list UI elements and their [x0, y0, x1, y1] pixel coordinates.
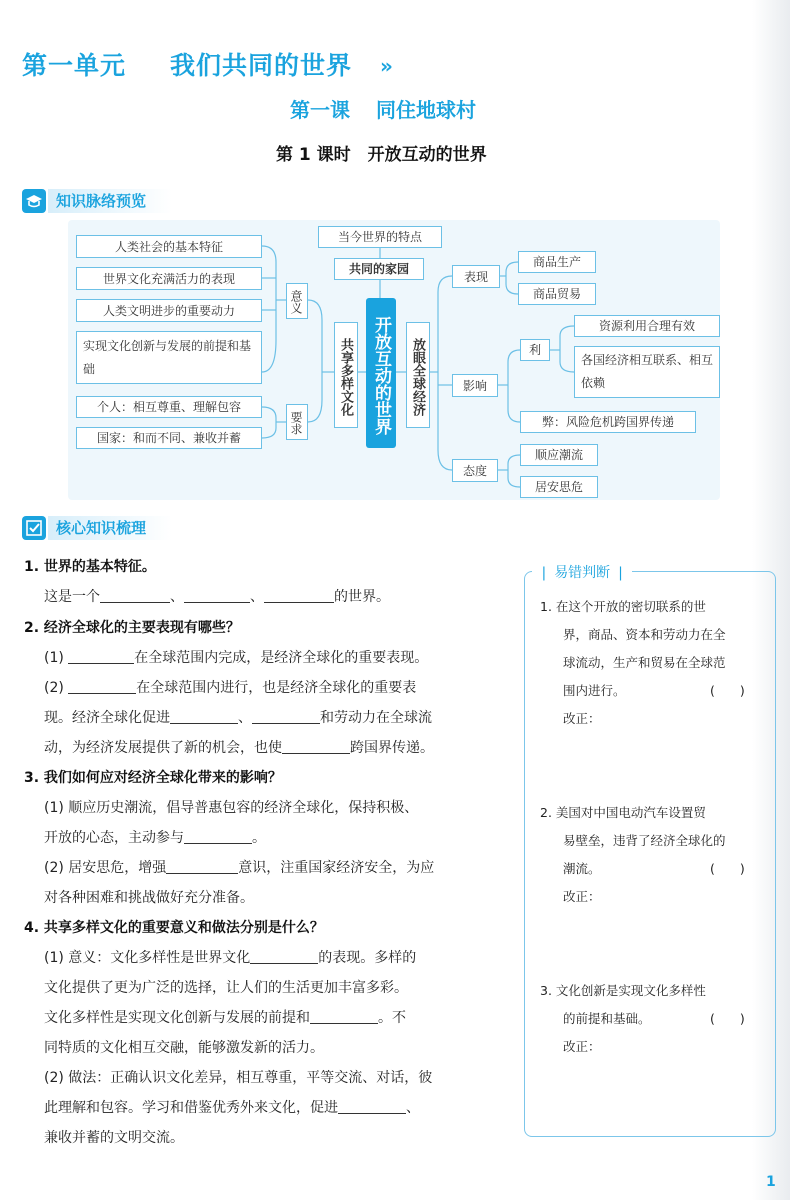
page-number: 1: [766, 1174, 776, 1190]
manifest-item-1: 商品生产: [518, 251, 596, 273]
q4-text-3b: 。不: [378, 1010, 406, 1026]
side-item-2-line-2: 易壁垒，违背了经济全球化的: [563, 833, 726, 848]
left-branch-culture: 共享多样文化: [334, 322, 358, 428]
answer-blank[interactable]: [68, 680, 136, 694]
question-3-line-3: [44, 857, 434, 877]
side-item-3-line-1: 3. 文化创新是实现文化多样性: [540, 983, 706, 998]
question-4-line-4: 同特质的文化相互交融，能够激发新的活力。: [44, 1040, 324, 1056]
answer-blank[interactable]: [184, 589, 250, 603]
question-2-line-2: [44, 677, 416, 697]
side-item-1-line-1: 1. 在这个开放的密切联系的世: [540, 599, 706, 614]
q2-text-2a: (2): [44, 680, 64, 696]
answer-blank[interactable]: [100, 589, 170, 603]
right-branch-economy: 放眼全球经济: [406, 322, 430, 428]
q2-text-3a: 现。经济全球化促进: [44, 710, 170, 726]
question-1-title: 1. 世界的基本特征。: [24, 559, 156, 575]
benefit-item-2: 各国经济相互联系、相互依赖: [574, 346, 720, 398]
require-item-1: 个人：相互尊重、理解包容: [76, 396, 262, 418]
benefit-item-1: 资源利用合理有效: [574, 315, 720, 337]
impact-label: 影响: [452, 374, 498, 397]
question-4-line-2: 文化提供了更为广泛的选择，让人们的生活更加丰富多彩。: [44, 980, 408, 996]
question-2-title: 2. 经济全球化的主要表现有哪些？: [24, 620, 240, 636]
manifest-label: 表现: [452, 265, 500, 288]
q3-text-3b: 意识，注重国家经济安全，为应: [238, 860, 435, 876]
question-3-line-4: 对各种困难和挑战做好充分准备。: [44, 890, 254, 906]
meaning-item-1: 人类社会的基本特征: [76, 235, 262, 258]
question-4-title: 4. 共享多样文化的重要意义和做法分别是什么？: [24, 920, 324, 936]
answer-blank[interactable]: [282, 740, 350, 754]
answer-blank[interactable]: [250, 950, 318, 964]
mindmap-center: 开放互动的世界: [366, 298, 396, 448]
q4-text-1b: 的表现。多样的: [318, 950, 417, 966]
answer-blank[interactable]: [310, 1010, 378, 1024]
attitude-label: 态度: [452, 459, 498, 482]
side-item-1-line-4: 围内进行。: [563, 683, 626, 698]
side-item-3-line-2: 的前提和基础。: [563, 1011, 651, 1026]
meaning-label: 意义: [286, 283, 308, 319]
section-title-preview: 知识脉络预览: [48, 189, 172, 213]
lesson-number: 第一课: [290, 98, 350, 122]
meaning-item-2: 世界文化充满活力的表现: [76, 267, 262, 290]
mindmap-shared-home: 共同的家园: [334, 258, 424, 280]
q4-text-1a: (1) 意义：文化多样性是世界文化: [44, 950, 251, 966]
require-item-2: 国家：和而不同、兼收并蓄: [76, 427, 262, 449]
question-4-line-7: 兼收并蓄的文明交流。: [44, 1130, 184, 1146]
question-2-line-4: [44, 737, 434, 757]
section-header-core: [22, 515, 172, 541]
unit-name: 我们共同的世界: [170, 51, 353, 80]
q1-text-c: 、: [250, 589, 264, 605]
attitude-item-1: 顺应潮流: [520, 444, 598, 466]
question-2-line-1: [44, 647, 428, 667]
side-item-3-fix: 改正：: [563, 1039, 601, 1054]
manifest-item-2: 商品贸易: [518, 283, 596, 305]
q1-text-a: 这是一个: [44, 589, 100, 605]
harm-item: 弊：风险危机跨国界传递: [520, 411, 696, 433]
q3-text-2a: 开放的心态，主动参与: [44, 830, 184, 846]
question-3-line-1: (1) 顺应历史潮流，倡导普惠包容的经济全球化，保持积极、: [44, 800, 419, 816]
side-item-2-answer-paren[interactable]: ( ): [710, 861, 745, 876]
q2-text-3c: 和劳动力在全球流: [320, 710, 432, 726]
q2-text-2b: 在全球范围内进行，也是经济全球化的重要表: [136, 680, 417, 696]
q2-text-1b: 在全球范围内完成，是经济全球化的重要表现。: [134, 650, 429, 666]
require-label: 要求: [286, 404, 308, 440]
q4-text-6b: 、: [406, 1100, 420, 1116]
meaning-item-4: 实现文化创新与发展的前提和基础: [76, 331, 262, 384]
q2-text-4a: 动，为经济发展提供了新的机会，也使: [44, 740, 282, 756]
question-4-line-5: (2) 做法：正确认识文化差异，相互尊重，平等交流、对话，彼: [44, 1070, 433, 1086]
answer-blank[interactable]: [68, 650, 134, 664]
q2-text-4b: 跨国界传递。: [350, 740, 434, 756]
q2-text-1a: (1): [44, 650, 64, 666]
question-3-line-2: [44, 827, 266, 847]
answer-blank[interactable]: [264, 589, 334, 603]
double-chevron-icon: »: [380, 54, 393, 78]
side-item-2-line-3: 潮流。: [563, 861, 601, 876]
answer-blank[interactable]: [170, 710, 238, 724]
side-item-3-answer-paren[interactable]: ( ): [710, 1011, 745, 1026]
section-title-core: 核心知识梳理: [48, 516, 172, 540]
answer-blank[interactable]: [252, 710, 320, 724]
side-item-1-fix: 改正：: [563, 711, 601, 726]
q2-text-3b: 、: [238, 710, 252, 726]
q1-text-b: 、: [170, 589, 184, 605]
question-1-line-1: [44, 586, 390, 606]
side-item-1-line-2: 界，商品、资本和劳动力在全: [563, 627, 726, 642]
side-item-1-line-3: 球流动，生产和贸易在全球范: [563, 655, 726, 670]
answer-blank[interactable]: [338, 1100, 406, 1114]
q4-text-3a: 文化多样性是实现文化创新与发展的前提和: [44, 1010, 310, 1026]
lesson-name: 同住地球村: [376, 98, 476, 122]
q3-text-3a: (2) 居安思危，增强: [44, 860, 167, 876]
checkbox-icon: [22, 516, 46, 540]
meaning-item-3: 人类文明进步的重要动力: [76, 299, 262, 322]
q3-text-2b: 。: [252, 830, 266, 846]
answer-blank[interactable]: [184, 830, 252, 844]
question-2-line-3: [44, 707, 432, 727]
q4-text-6a: 此理解和包容。学习和借鉴优秀外来文化，促进: [44, 1100, 338, 1116]
unit-number: 第一单元: [22, 51, 127, 80]
side-title-text: 易错判断: [554, 565, 611, 581]
side-item-2-fix: 改正：: [563, 889, 601, 904]
mindmap-top-box: 当今世界的特点: [318, 226, 442, 248]
error-judgment-title: ❘ 易错判断 ❘: [532, 562, 632, 582]
answer-blank[interactable]: [166, 860, 238, 874]
question-4-line-6: [44, 1097, 420, 1117]
question-4-line-3: [44, 1007, 406, 1027]
period-title: 第 1 课时 开放互动的世界: [276, 145, 487, 165]
q1-text-d: 的世界。: [334, 589, 390, 605]
side-item-2-line-1: 2. 美国对中国电动汽车设置贸: [540, 805, 706, 820]
question-4-line-1: [44, 947, 416, 967]
benefit-label: 利: [520, 339, 550, 361]
side-item-1-answer-paren[interactable]: ( ): [710, 683, 745, 698]
attitude-item-2: 居安思危: [520, 476, 598, 498]
question-3-title: 3. 我们如何应对经济全球化带来的影响？: [24, 770, 282, 786]
